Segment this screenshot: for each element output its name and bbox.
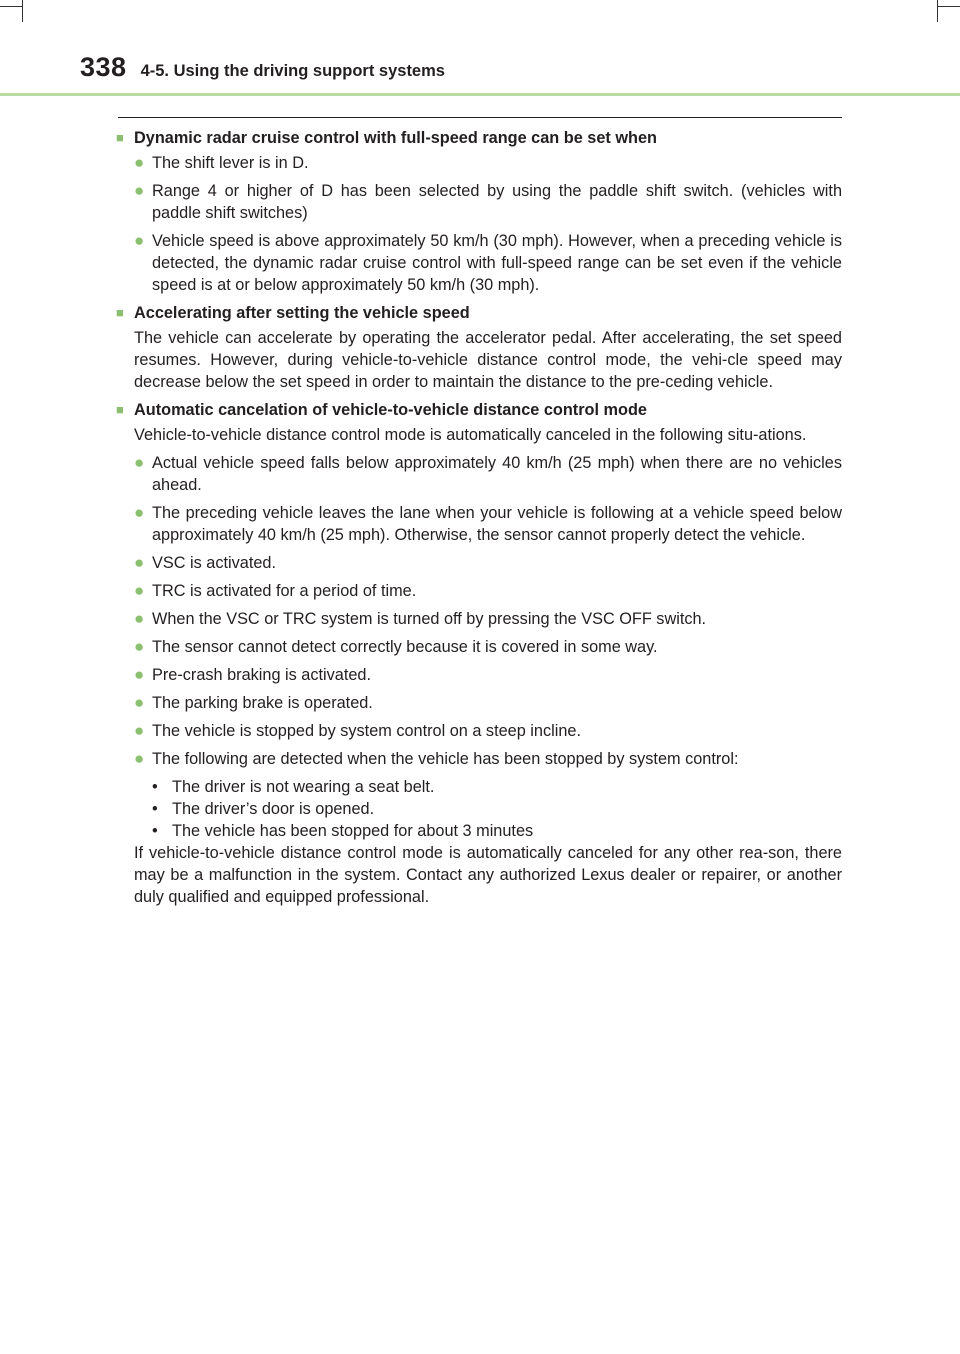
crop-mark (22, 0, 23, 22)
page-number: 338 (80, 52, 127, 82)
dot-bullet-icon: • (152, 800, 158, 818)
list-item: ● Vehicle speed is above approximately 50 km/h (30 mph). However, when a preceding vehicle is detected, the dynamic radar cruise control with full-speed range can be set even if the vehicle speed is at or below approximately 50 km/h (30 mph). (134, 231, 842, 294)
section-full-speed-conditions (116, 127, 842, 296)
closing-paragraph: If vehicle-to-vehicle distance control mode is automatically canceled for any other rea-son, there may be a malfunction in the system. Contact any authorized Lexus dealer or repairer, or another duly qualified and equipped professional. (134, 844, 842, 906)
section-heading: ■ Accelerating after setting the vehicle speed (116, 304, 470, 322)
section-paragraph: The vehicle can accelerate by operating the accelerator pedal. After accelerating, the set speed resumes. However, during vehicle-to-vehicle distance control mode, the vehi-cle speed may decrease below the set speed in order to maintain the distance to the pre-ceding vehicle. (134, 329, 842, 391)
section-title: 4-5. Using the driving support systems (140, 62, 445, 80)
list-item: ● VSC is activated. (134, 553, 276, 572)
crop-mark (938, 6, 960, 7)
circle-bullet-icon: ● (134, 693, 145, 712)
section-automatic-cancelation (116, 399, 842, 908)
section-accelerating (116, 302, 842, 393)
crop-mark (0, 6, 22, 7)
list-item: ● Range 4 or higher of D has been selected by using the paddle shift switch. (vehicles with paddle shift switches) (134, 181, 842, 222)
list-item: ● The vehicle is stopped by system control on a steep incline. (134, 721, 581, 740)
section-heading: ■ Automatic cancelation of vehicle-to-vehicle distance control mode (116, 401, 647, 419)
list-item: ● The following are detected when the vehicle has been stopped by system control: (134, 749, 739, 768)
circle-bullet-icon: ● (134, 231, 145, 250)
circle-bullet-icon: ● (134, 637, 145, 656)
square-bullet-icon: ■ (116, 305, 124, 320)
circle-bullet-icon: ● (134, 181, 145, 200)
dot-bullet-icon: • (152, 778, 158, 796)
circle-bullet-icon: ● (134, 503, 145, 522)
content-top-rule (118, 117, 842, 118)
section-heading: ■ Dynamic radar cruise control with full-speed range can be set when (116, 129, 657, 147)
bullet-list (116, 152, 842, 296)
sub-list-item: • The vehicle has been stopped for about 3 minutes (152, 822, 534, 840)
list-item: ● When the VSC or TRC system is turned off by pressing the VSC OFF switch. (134, 609, 707, 628)
circle-bullet-icon: ● (134, 665, 145, 684)
circle-bullet-icon: ● (134, 749, 145, 768)
list-item: ● Pre-crash braking is activated. (134, 665, 371, 684)
circle-bullet-icon: ● (134, 453, 145, 472)
sub-list-item: • The driver is not wearing a seat belt. (152, 778, 435, 796)
header-rule (0, 93, 960, 96)
list-item: ● The sensor cannot detect correctly because it is covered in some way. (134, 637, 658, 656)
sub-list (116, 776, 842, 842)
circle-bullet-icon: ● (134, 153, 145, 172)
page-header (80, 52, 445, 83)
page-content (116, 126, 842, 914)
list-item: ● TRC is activated for a period of time. (134, 581, 417, 600)
list-item: ● The preceding vehicle leaves the lane when your vehicle is following at a vehicle speed below approximately 40 km/h (25 mph). Otherwise, the sensor cannot properly detect the vehicle. (134, 503, 842, 544)
square-bullet-icon: ■ (116, 402, 124, 417)
circle-bullet-icon: ● (134, 553, 145, 572)
section-paragraph: Vehicle-to-vehicle distance control mode is automatically canceled in the following situ-ations. (134, 426, 807, 444)
crop-mark (937, 0, 938, 22)
list-item: ● The shift lever is in D. (134, 153, 309, 172)
list-item: ● The parking brake is operated. (134, 693, 373, 712)
sub-list-item: • The driver’s door is opened. (152, 800, 375, 818)
dot-bullet-icon: • (152, 822, 158, 840)
circle-bullet-icon: ● (134, 609, 145, 628)
list-item: ● Actual vehicle speed falls below approximately 40 km/h (25 mph) when there are no vehicles ahead. (134, 453, 842, 494)
circle-bullet-icon: ● (134, 721, 145, 740)
bullet-list (116, 452, 842, 770)
square-bullet-icon: ■ (116, 130, 124, 145)
circle-bullet-icon: ● (134, 581, 145, 600)
